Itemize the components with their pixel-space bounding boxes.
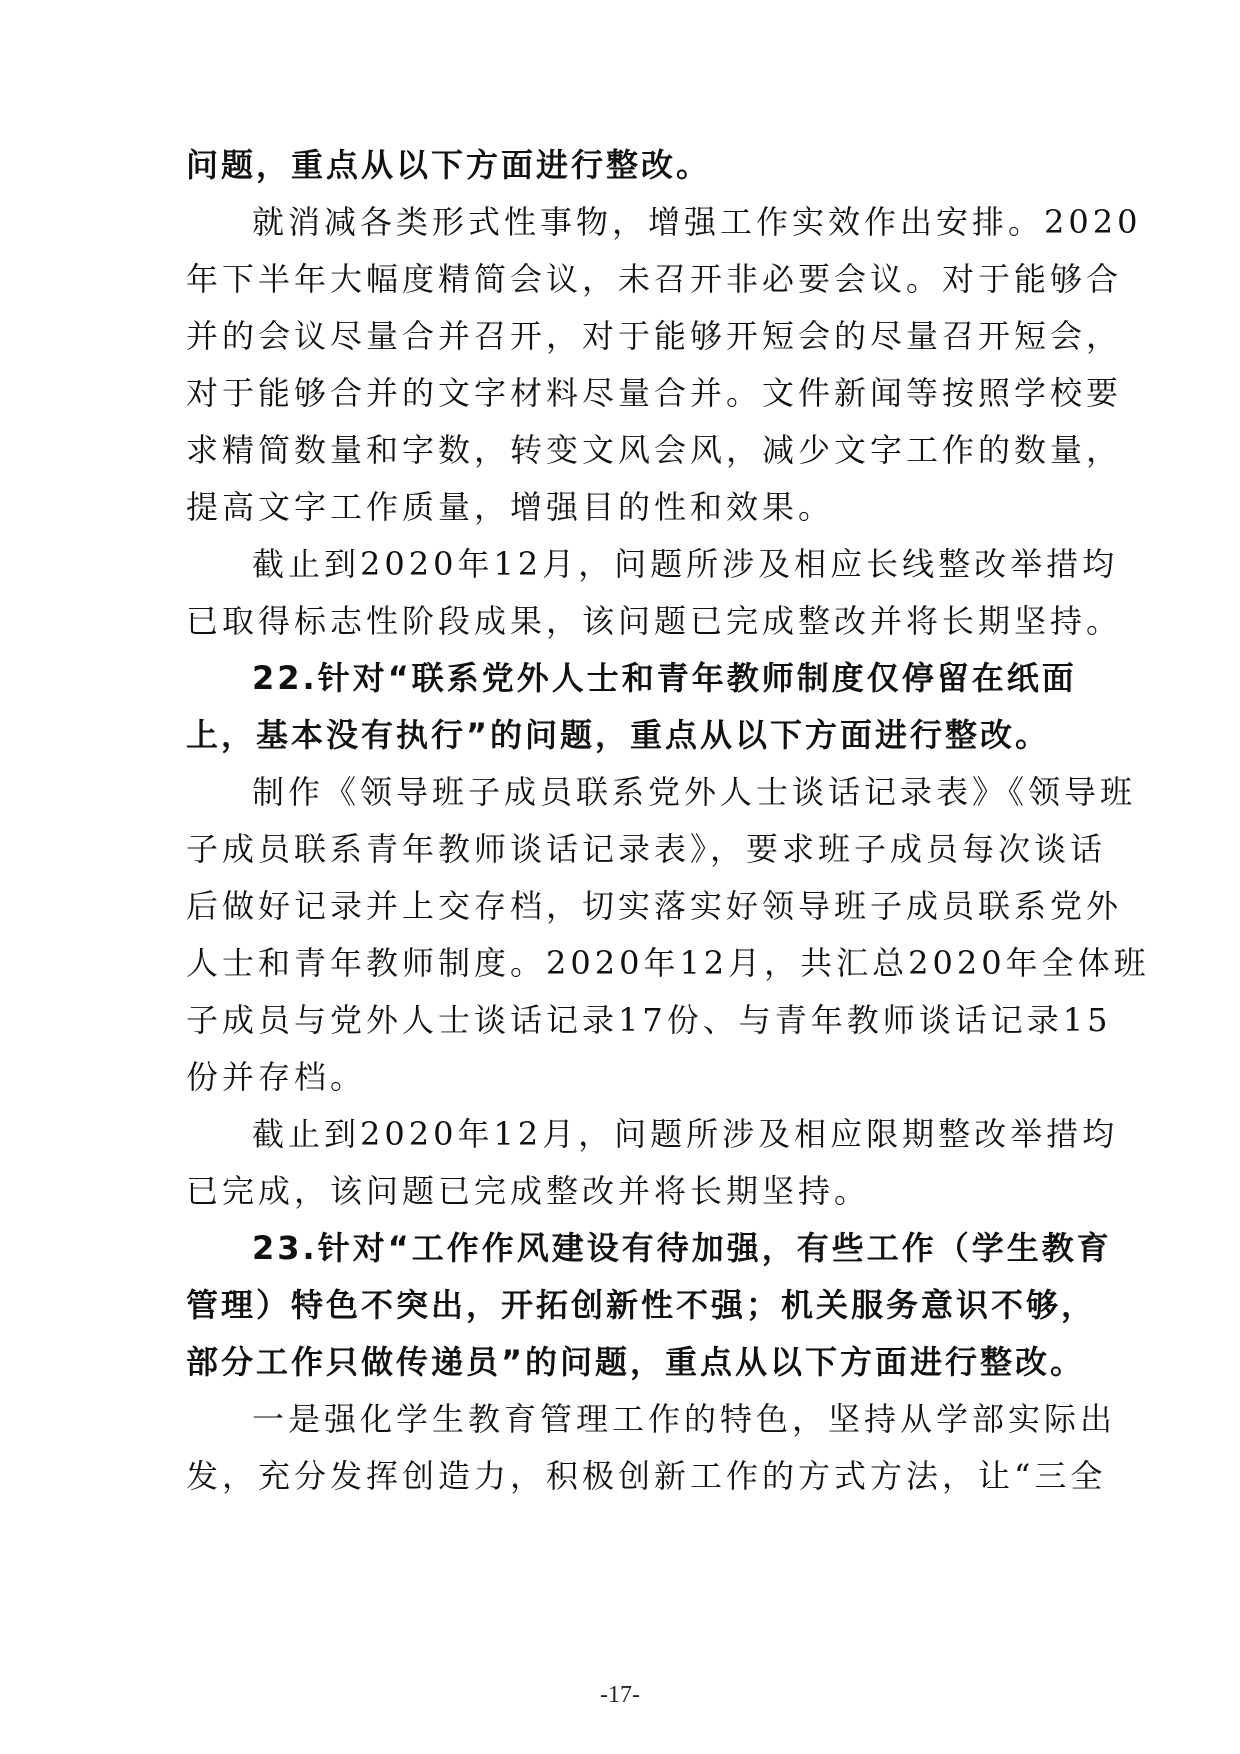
page-number: -17- (600, 1682, 640, 1708)
text-line-6: 求精简数量和字数，转变文风会风，减少文字工作的数量， (186, 431, 1123, 469)
text-line-12: 制作《领导班子成员联系党外人士谈话记录表》《领导班 (252, 773, 1137, 811)
section-heading-23-line-3: 部分工作只做传递员”的问题，重点从以下方面进行整改。 (186, 1343, 1086, 1381)
section-heading-23-line-2: 管理）特色不突出，开拓创新性不强；机关服务意识不够， (186, 1286, 1097, 1324)
text-line-4: 并的会议尽量合并召开，对于能够开短会的尽量召开短会， (186, 317, 1123, 355)
text-line-2: 就消减各类形式性事物，增强工作实效作出安排。2020 (252, 203, 1142, 241)
text-line-14: 后做好记录并上交存档，切实落实好领导班子成员联系党外 (186, 887, 1123, 925)
text-line-1: 问题，重点从以下方面进行整改。 (186, 146, 712, 184)
text-line-18: 截止到2020年12月，问题所涉及相应限期整改举措均 (252, 1115, 1119, 1153)
section-heading-23-line-1: 23.针对“工作作风建设有待加强，有些工作（学生教育 (252, 1229, 1112, 1267)
text-line-5: 对于能够合并的文字材料尽量合并。文件新闻等按照学校要 (186, 374, 1123, 412)
text-line-24: 发，充分发挥创造力，积极创新工作的方式方法，让“三全 (186, 1457, 1107, 1495)
text-line-3: 年下半年大幅度精简会议，未召开非必要会议。对于能够合 (186, 260, 1123, 298)
section-heading-22-line-1: 22.针对“联系党外人士和青年教师制度仅停留在纸面 (252, 659, 1077, 697)
text-line-16: 子成员与党外人士谈话记录17份、与青年教师谈话记录15 (186, 1001, 1112, 1039)
text-line-23: 一是强化学生教育管理工作的特色，坚持从学部实际出 (252, 1400, 1117, 1438)
text-line-8: 截止到2020年12月，问题所涉及相应长线整改举措均 (252, 545, 1119, 583)
text-line-13: 子成员联系青年教师谈话记录表》，要求班子成员每次谈话 (186, 830, 1107, 868)
text-line-17: 份并存档。 (186, 1058, 367, 1096)
text-line-7: 提高文字工作质量，增强目的性和效果。 (186, 488, 835, 526)
text-line-9: 已取得标志性阶段成果，该问题已完成整改并将长期坚持。 (186, 602, 1123, 640)
section-heading-22-line-2: 上，基本没有执行”的问题，重点从以下方面进行整改。 (186, 716, 1051, 754)
text-line-19: 已完成，该问题已完成整改并将长期坚持。 (186, 1172, 871, 1210)
text-line-15: 人士和青年教师制度。2020年12月，共汇总2020年全体班 (186, 944, 1150, 982)
